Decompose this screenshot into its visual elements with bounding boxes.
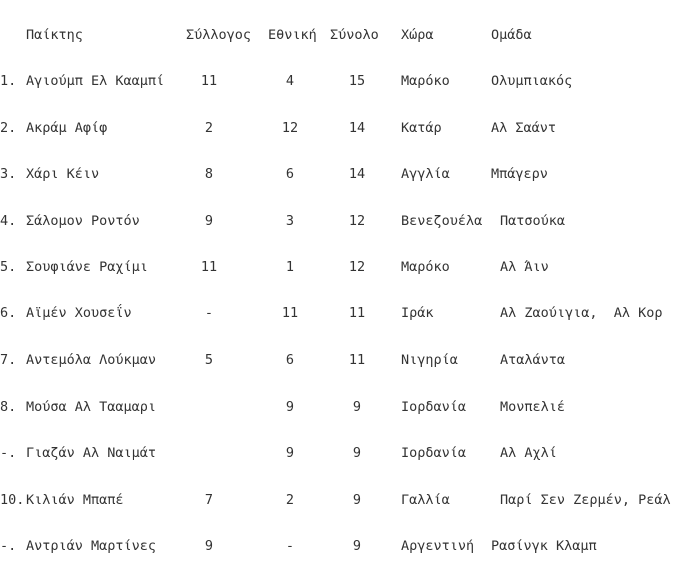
row-national-goals: 9 — [285, 445, 295, 461]
row-country: Αργεντινή — [401, 538, 475, 554]
row-rank: -. — [0, 445, 17, 461]
row-player: Κιλιάν Μπαπέ — [26, 492, 124, 508]
row-country: Κατάρ — [401, 120, 442, 136]
row-country: Βενεζουέλα — [401, 213, 483, 229]
row-national-goals: 6 — [285, 352, 295, 368]
row-national-goals: 2 — [285, 492, 295, 508]
row-player: Ακράμ Αφίφ — [26, 120, 108, 136]
row-country: Ιορδανία — [401, 399, 467, 415]
row-team: Αλ Σαάντ — [491, 120, 557, 136]
header-country: Χώρα — [401, 27, 434, 43]
row-total-goals: 14 — [348, 166, 366, 182]
row-national-goals: - — [285, 538, 295, 554]
row-country: Ιορδανία — [401, 445, 467, 461]
row-team: Αταλάντα — [500, 352, 566, 368]
row-country: Νιγηρία — [401, 352, 458, 368]
row-player: Γιαζάν Αλ Ναιμάτ — [26, 445, 157, 461]
row-rank: 3. — [0, 166, 17, 182]
row-rank: 6. — [0, 305, 17, 321]
row-player: Αγιούμπ Ελ Κααμπί — [26, 73, 165, 89]
row-player: Μούσα Αλ Τααμαρι — [26, 399, 157, 415]
row-player: Αντριάν Μαρτίνες — [26, 538, 157, 554]
row-team: Πατσούκα — [500, 213, 566, 229]
row-national-goals: 3 — [285, 213, 295, 229]
row-country: Αγγλία — [401, 166, 450, 182]
row-rank: 8. — [0, 399, 17, 415]
row-total-goals: 14 — [348, 120, 366, 136]
header-player: Παίκτης — [26, 27, 83, 43]
row-national-goals: 1 — [285, 259, 295, 275]
row-player: Αϊμέν Χουσεΐν — [26, 305, 132, 321]
row-national-goals: 9 — [285, 399, 295, 415]
row-team: Μονπελιέ — [500, 399, 566, 415]
row-player: Αντεμόλα Λούκμαν — [26, 352, 157, 368]
row-total-goals: 15 — [348, 73, 366, 89]
row-team: Ρασίνγκ Κλαμπ — [491, 538, 597, 554]
row-club-goals: 7 — [204, 492, 214, 508]
row-team: Μπάγερν — [491, 166, 548, 182]
row-club-goals: 9 — [204, 538, 214, 554]
row-national-goals: 4 — [285, 73, 295, 89]
row-rank: -. — [0, 538, 17, 554]
row-club-goals: 8 — [204, 166, 214, 182]
header-club: Σύλλογος — [186, 27, 252, 43]
row-club-goals: 9 — [204, 213, 214, 229]
row-total-goals: 11 — [348, 305, 366, 321]
row-player: Σάλομον Ροντόν — [26, 213, 140, 229]
row-team: Ολυμπιακός — [491, 73, 573, 89]
row-team: Αλ Ζαούιγια, Αλ Κορ — [500, 305, 663, 321]
row-team: Παρί Σεν Ζερμέν, Ρεάλ — [500, 492, 671, 508]
row-country: Μαρόκο — [401, 259, 450, 275]
row-player: Σουφιάνε Ραχίμι — [26, 259, 148, 275]
row-rank: 7. — [0, 352, 17, 368]
row-player: Χάρι Κέιν — [26, 166, 100, 182]
row-country: Γαλλία — [401, 492, 450, 508]
row-rank: 2. — [0, 120, 17, 136]
row-club-goals: 11 — [200, 259, 218, 275]
row-club-goals: 5 — [204, 352, 214, 368]
row-total-goals: 9 — [352, 399, 362, 415]
row-total-goals: 12 — [348, 259, 366, 275]
row-rank: 1. — [0, 73, 17, 89]
row-team: Αλ Αχλί — [500, 445, 557, 461]
header-national: Εθνική — [268, 27, 317, 43]
row-national-goals: 11 — [281, 305, 299, 321]
row-total-goals: 9 — [352, 538, 362, 554]
row-rank: 10. — [0, 492, 25, 508]
row-national-goals: 12 — [281, 120, 299, 136]
row-country: Ιράκ — [401, 305, 434, 321]
row-country: Μαρόκο — [401, 73, 450, 89]
row-club-goals: 11 — [200, 73, 218, 89]
row-club-goals: - — [204, 305, 214, 321]
header-team: Ομάδα — [491, 27, 532, 43]
row-rank: 4. — [0, 213, 17, 229]
row-total-goals: 9 — [352, 445, 362, 461]
row-team: Αλ Άιν — [500, 259, 549, 275]
row-national-goals: 6 — [285, 166, 295, 182]
row-club-goals: 2 — [204, 120, 214, 136]
row-total-goals: 11 — [348, 352, 366, 368]
row-total-goals: 12 — [348, 213, 366, 229]
row-total-goals: 9 — [352, 492, 362, 508]
header-total: Σύνολο — [330, 27, 379, 43]
row-rank: 5. — [0, 259, 17, 275]
